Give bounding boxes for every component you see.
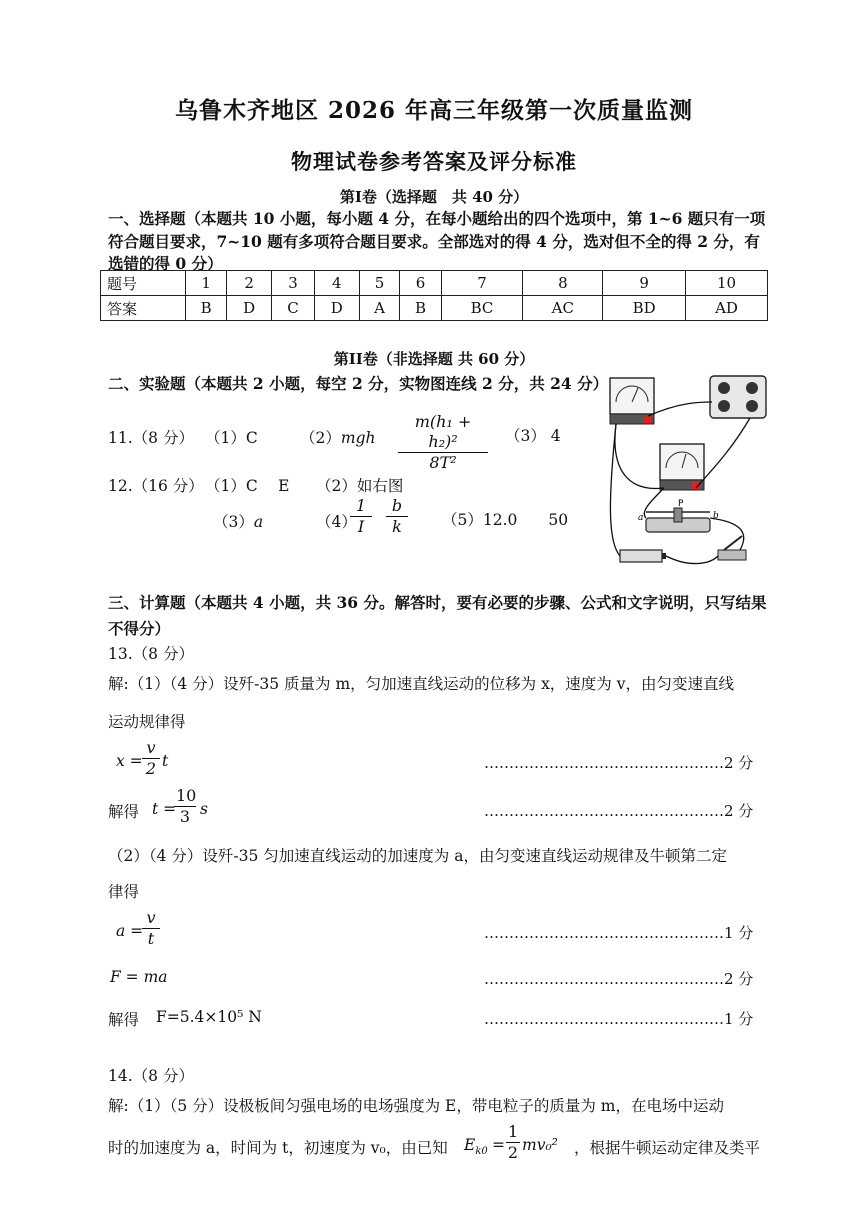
q13-eq3-num: v	[142, 908, 160, 929]
q12-answer-3	[213, 510, 263, 532]
q13-score-1: …………………………………………2 分	[484, 754, 754, 772]
q12-fraction-2-num: b	[386, 496, 408, 517]
q13-score-3: …………………………………………1 分	[484, 924, 754, 942]
q14-line-2b: ，根据牛顿运动定律及类平	[574, 1139, 761, 1157]
q13-eq1-fraction	[142, 738, 160, 779]
section2-heading: 二、实验题（本题共 2 小题，每空 2 分，实物图连线 2 分，共 24 分）	[108, 374, 609, 393]
q13-line-3: （2）（4 分）设歼-35 匀加速直线运动的加速度为 a，由匀变速直线运动规律及牛顿第二定	[108, 847, 727, 865]
table-cell: 2	[227, 271, 272, 296]
table-cell: 7	[441, 271, 523, 296]
q12-answer-3-value: a	[253, 513, 264, 531]
q13-eq3-fraction	[142, 908, 160, 949]
q12-answer-3-prefix: （3）	[213, 513, 254, 531]
circuit-diagram	[600, 372, 770, 572]
table-cell: 6	[400, 271, 441, 296]
q13-eq1-lhs: x =	[116, 752, 143, 770]
table-header-answer: 答案	[101, 296, 186, 321]
table-cell: AC	[523, 296, 603, 321]
q14-line-2a: 时的加速度为 a，时间为 t，初速度为 v₀，由已知	[108, 1139, 448, 1157]
table-cell: 4	[314, 271, 359, 296]
q14-eq-rhs: mv₀²	[522, 1136, 558, 1154]
switch-icon	[718, 536, 746, 560]
voltmeter-icon	[660, 444, 704, 490]
q11-answer-3: （3） 4	[505, 427, 561, 445]
q12-fraction-2-den: k	[392, 517, 402, 536]
battery-icon	[620, 550, 666, 562]
q13-score-2: …………………………………………2 分	[484, 802, 754, 820]
q12-fraction-1-den: I	[357, 517, 365, 536]
q13-eq2-den: 3	[179, 807, 191, 826]
q13-line-4: 律得	[108, 883, 140, 901]
q12-answer-1: （1）C E	[205, 477, 290, 495]
q13-solution-label: 解得	[108, 803, 140, 821]
q13-eq2-fraction	[174, 786, 196, 827]
table-cell: BD	[603, 296, 686, 321]
q14-eq-equals: =	[492, 1136, 505, 1154]
q11-answer-2-prefix: （2）	[300, 429, 341, 447]
q13-eq5: F=5.4×10⁵ N	[156, 1008, 262, 1026]
part1-instructions: 一、选择题（本题共 10 小题，每小题 4 分，在每小题给出的四个选项中，第 1~6 题只有一项符合题目要求，7~10 题有多项符合题目要求。全部选对的得 4 分，选对但不全的得 2 分，有选错的得 0 分）	[108, 209, 766, 273]
rheostat-icon	[646, 508, 710, 532]
part2-heading: 第II卷（非选择题 共 60 分）	[333, 350, 535, 368]
table-cell: 10	[685, 271, 767, 296]
q14-eq-den: 2	[507, 1143, 519, 1162]
q13-eq4: F = ma	[110, 968, 168, 986]
part1-heading: 第I卷（选择题 共 40 分）	[339, 188, 529, 206]
q14-eq-fraction	[506, 1122, 520, 1163]
q13-eq2-rhs: s	[200, 800, 208, 818]
table-cell: BC	[441, 296, 523, 321]
q13-eq1-rhs: t	[162, 752, 169, 770]
resistance-box-icon	[710, 376, 766, 418]
q11-fraction-den: 8T²	[429, 453, 457, 472]
q14-label: 14.（8 分）	[108, 1067, 194, 1085]
q13-label: 13.（8 分）	[108, 645, 194, 663]
table-cell: D	[227, 296, 272, 321]
rheostat-slider-label: P	[678, 499, 684, 509]
q11-fraction-num: m(h₁ + h₂)²	[398, 412, 488, 453]
q12-answer-2: （2）如右图	[316, 477, 404, 495]
q12-answer-5: （5）12.0 50	[442, 511, 569, 529]
q14-eq-lhs	[464, 1136, 488, 1157]
table-row-answers	[101, 296, 768, 321]
table-row-numbers	[101, 271, 768, 296]
rheostat-end-a-label: a	[638, 513, 644, 523]
q14-eq-sub: k0	[475, 1146, 488, 1158]
q13-eq2-lhs: t =	[152, 800, 177, 818]
q13-eq1-den: 2	[145, 759, 157, 778]
table-cell: B	[186, 296, 227, 321]
q13-line-1: 解:（1）（4 分）设歼-35 质量为 m，匀加速直线运动的位移为 x，速度为 v，由匀变速直线	[108, 675, 734, 693]
q13-solution-2-label: 解得	[108, 1011, 140, 1029]
q13-eq3-den: t	[147, 929, 155, 948]
table-cell: 1	[186, 271, 227, 296]
table-cell: 9	[603, 271, 686, 296]
q13-score-5: …………………………………………1 分	[484, 1010, 754, 1028]
q14-eq-num: 1	[508, 1122, 519, 1141]
q12-answer-4-prefix: （4）	[316, 513, 357, 531]
table-cell: 3	[272, 271, 315, 296]
q11-label: 11.（8 分）	[108, 429, 194, 447]
table-cell: D	[314, 296, 359, 321]
table-cell: B	[400, 296, 441, 321]
table-cell: 5	[359, 271, 400, 296]
q12-fraction-1-num: 1	[350, 496, 372, 517]
q12-label: 12.（16 分）	[108, 477, 204, 495]
q12-fraction-1	[350, 496, 372, 537]
q14-line-1: 解:（1）（5 分）设极板间匀强电场的电场强度为 E，带电粒子的质量为 m，在电场中运动	[108, 1097, 724, 1115]
ammeter-icon	[610, 378, 654, 424]
table-cell: A	[359, 296, 400, 321]
q13-eq3-lhs: a =	[116, 922, 144, 940]
q11-answer-1: （1）C	[205, 429, 258, 447]
q12-fraction-2	[386, 496, 408, 537]
page-subtitle: 物理试卷参考答案及评分标准	[291, 149, 577, 174]
table-cell: C	[272, 296, 315, 321]
answer-table	[100, 270, 768, 321]
q11-answer-2	[300, 426, 375, 448]
section3-heading: 三、计算题（本题共 4 小题，共 36 分。解答时，要有必要的步骤、公式和文字说明，只写结果不得分）	[108, 593, 767, 638]
q11-fraction	[398, 412, 488, 473]
table-cell: AD	[685, 296, 767, 321]
table-cell: 8	[523, 271, 603, 296]
q13-eq1-num: v	[142, 738, 160, 759]
q11-answer-2-expr: mgh	[340, 429, 376, 447]
q13-score-4: …………………………………………2 分	[484, 970, 754, 988]
q14-eq-E: E	[464, 1136, 476, 1154]
q13-line-2: 运动规律得	[108, 713, 186, 731]
rheostat-end-b-label: b	[713, 511, 719, 521]
q13-eq2-num: 10	[176, 786, 197, 805]
page-title: 乌鲁木齐地区 2026 年高三年级第一次质量监测	[174, 97, 694, 124]
table-header-number: 题号	[101, 271, 186, 296]
